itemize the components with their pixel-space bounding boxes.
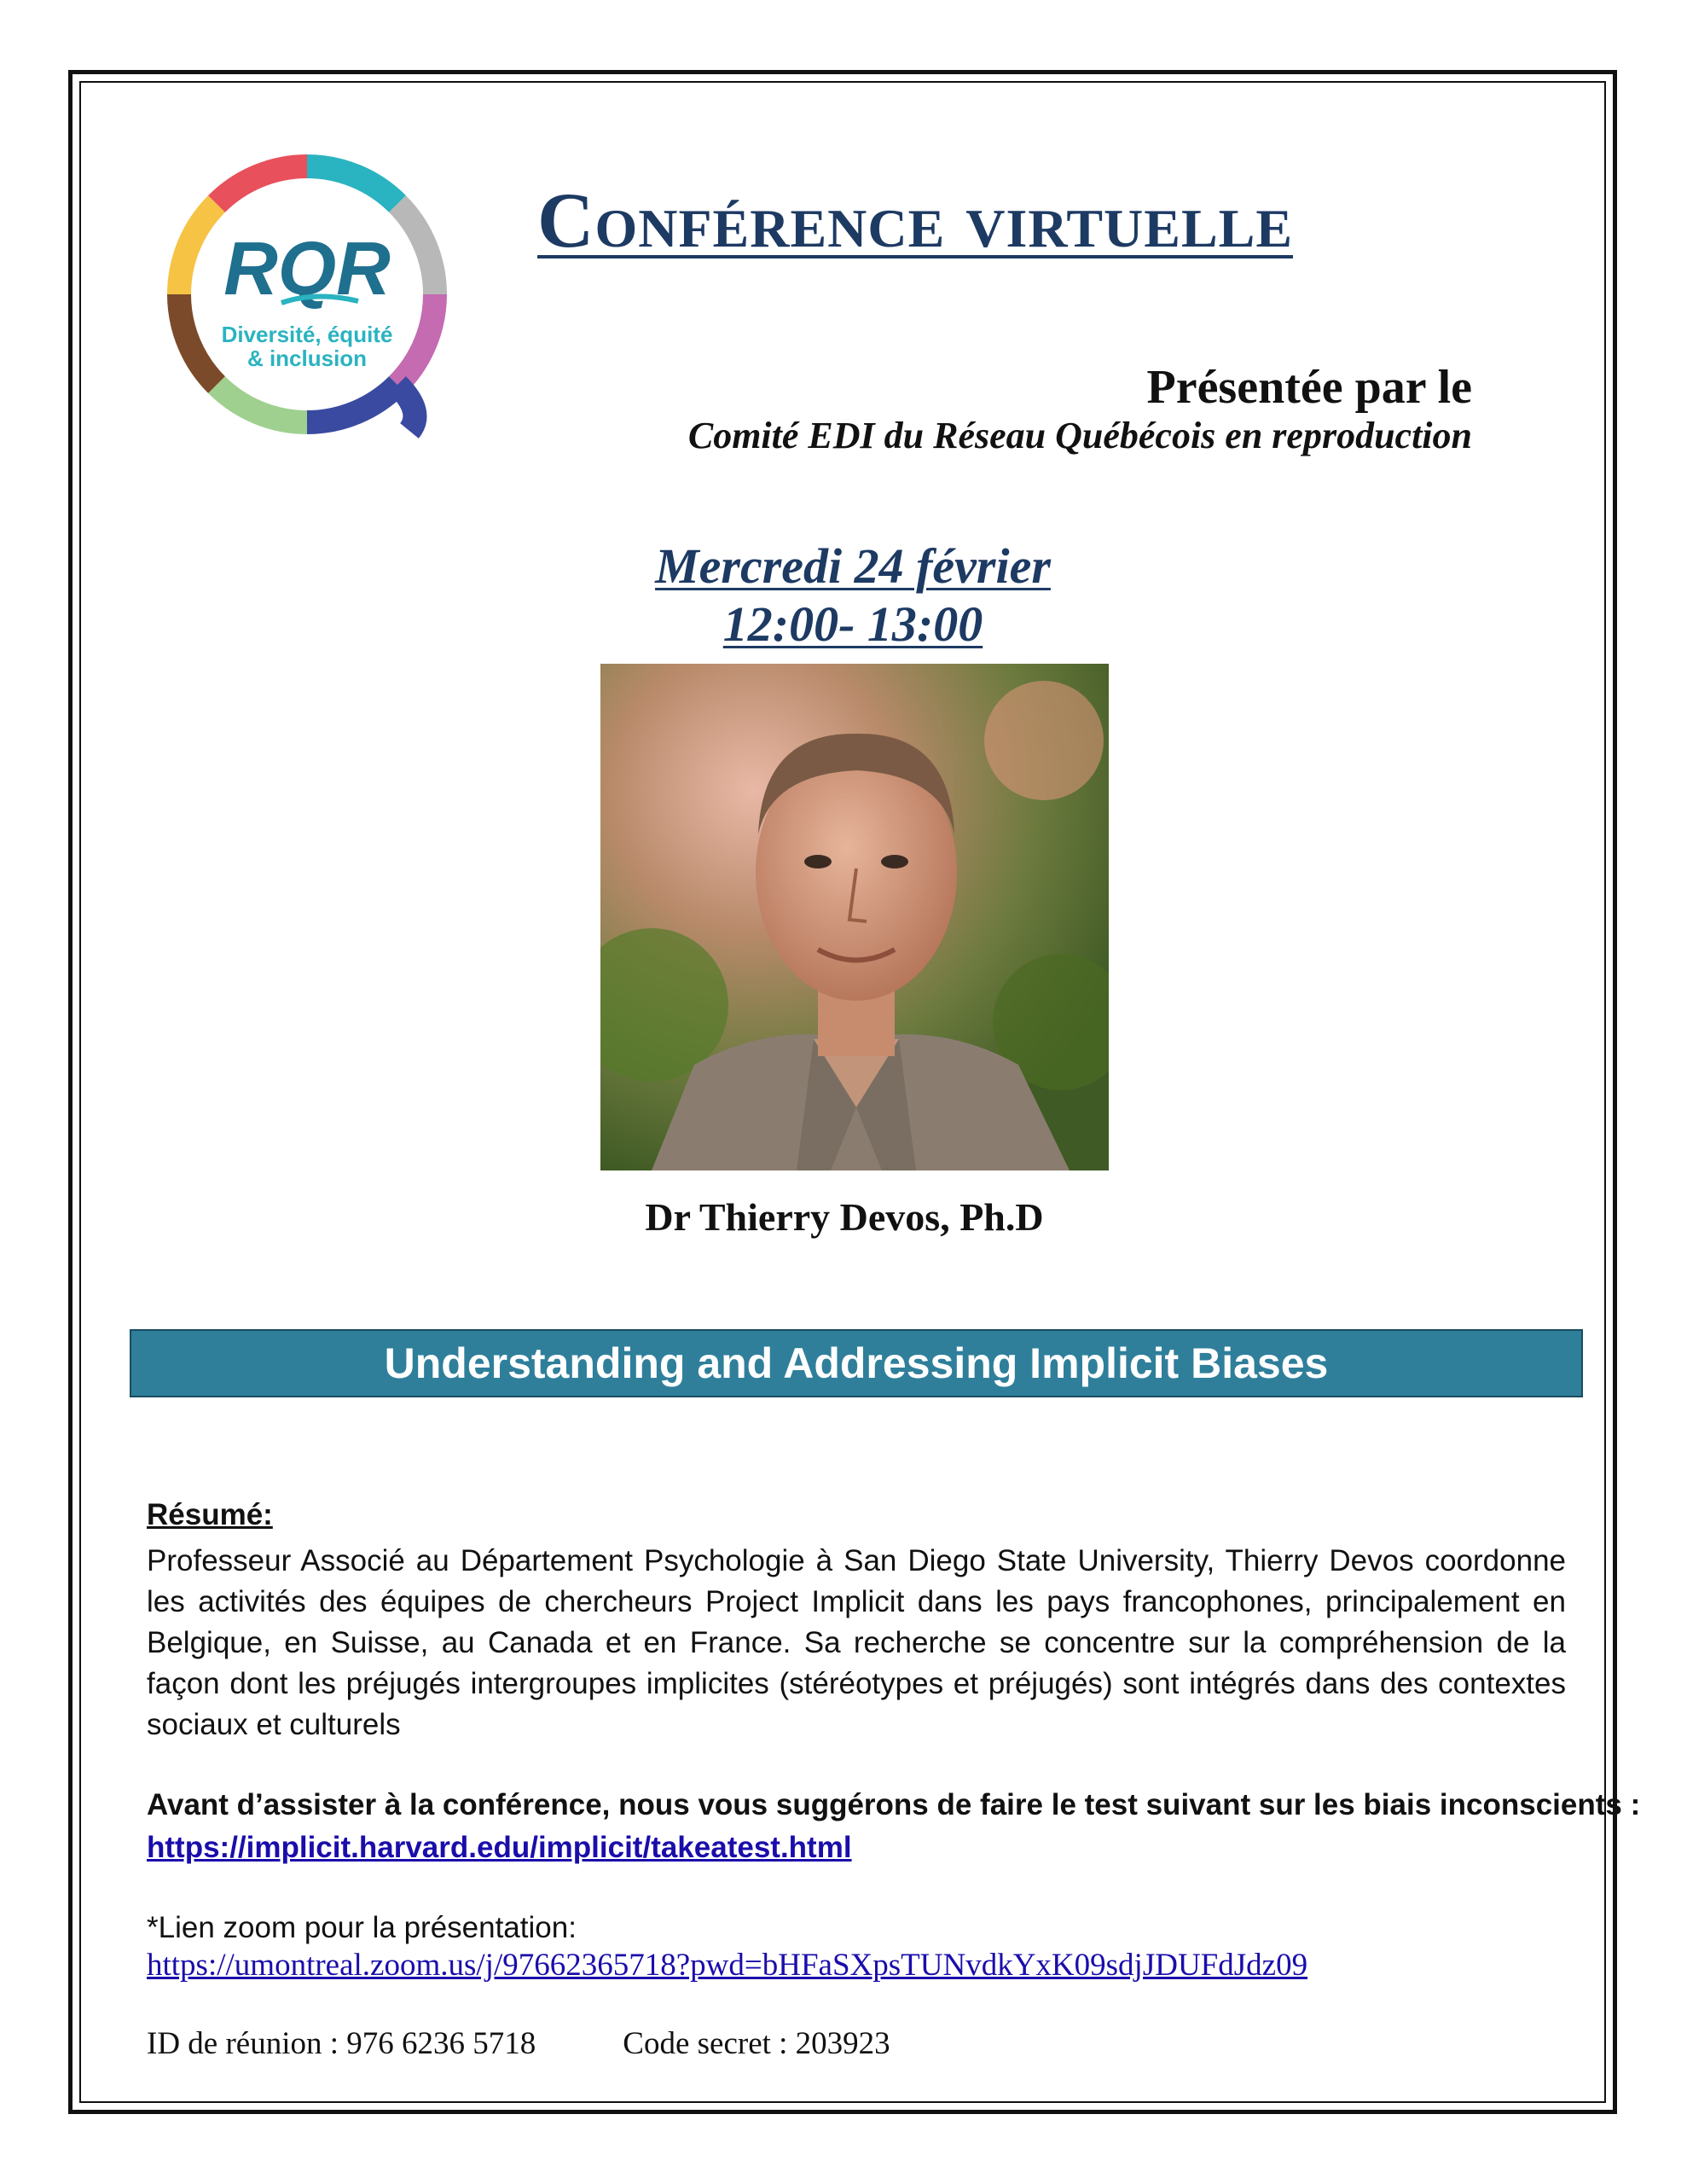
- presented-by: Présentée par le: [1146, 361, 1472, 414]
- event-time: 12:00- 13:00: [722, 596, 983, 652]
- conference-title: Conférence virtuelle: [537, 177, 1294, 264]
- test-advice: Avant d’assister à la conférence, nous vous suggérons de faire le test suivant sur les biais inconscients :: [147, 1788, 1641, 1821]
- event-date: Mercredi 24 février: [655, 538, 1051, 594]
- committee-name: Comité EDI du Réseau Québécois en reproduction: [687, 415, 1472, 456]
- date-block: [631, 537, 1075, 653]
- logo-wordmark: RQR: [223, 226, 391, 311]
- meeting-id: ID de réunion : 976 6236 5718: [147, 2026, 536, 2061]
- zoom-link[interactable]: https://umontreal.zoom.us/j/97662365718?pwd=bHFaSXpsTUNvdkYxK09sdjJDUFdJdz09: [147, 1948, 1308, 1983]
- implicit-test-link[interactable]: https://implicit.harvard.edu/implicit/takeatest.html: [147, 1831, 852, 1864]
- secret-code: Code secret : 203923: [623, 2026, 890, 2061]
- speaker-name: Dr Thierry Devos, Ph.D: [645, 1195, 1044, 1239]
- speaker-photo: [600, 664, 1109, 1170]
- logo-line-1: Diversité, équité: [221, 322, 393, 347]
- rqr-logo: [154, 141, 461, 448]
- zoom-label: *Lien zoom pour la présentation:: [147, 1911, 577, 1944]
- resume-text: Professeur Associé au Département Psychologie à San Diego State University, Thierry Devos coordonne les activités des équipes de chercheurs Project Implicit dans les pays francophones, principalement en Belgique, en Suisse, au Canada et en France. Sa recherche se concentre sur la compréhension de la façon dont les préjugés intergroupes implicites (stéréotypes et préjugés) sont intégrés dans des contextes sociaux et culturels: [147, 1544, 1566, 1741]
- logo-line-2: & inclusion: [246, 346, 368, 371]
- resume-label: Résumé:: [147, 1498, 273, 1531]
- talk-title-banner: Understanding and Addressing Implicit Biases: [130, 1329, 1583, 1397]
- meeting-info: [147, 2025, 1566, 2062]
